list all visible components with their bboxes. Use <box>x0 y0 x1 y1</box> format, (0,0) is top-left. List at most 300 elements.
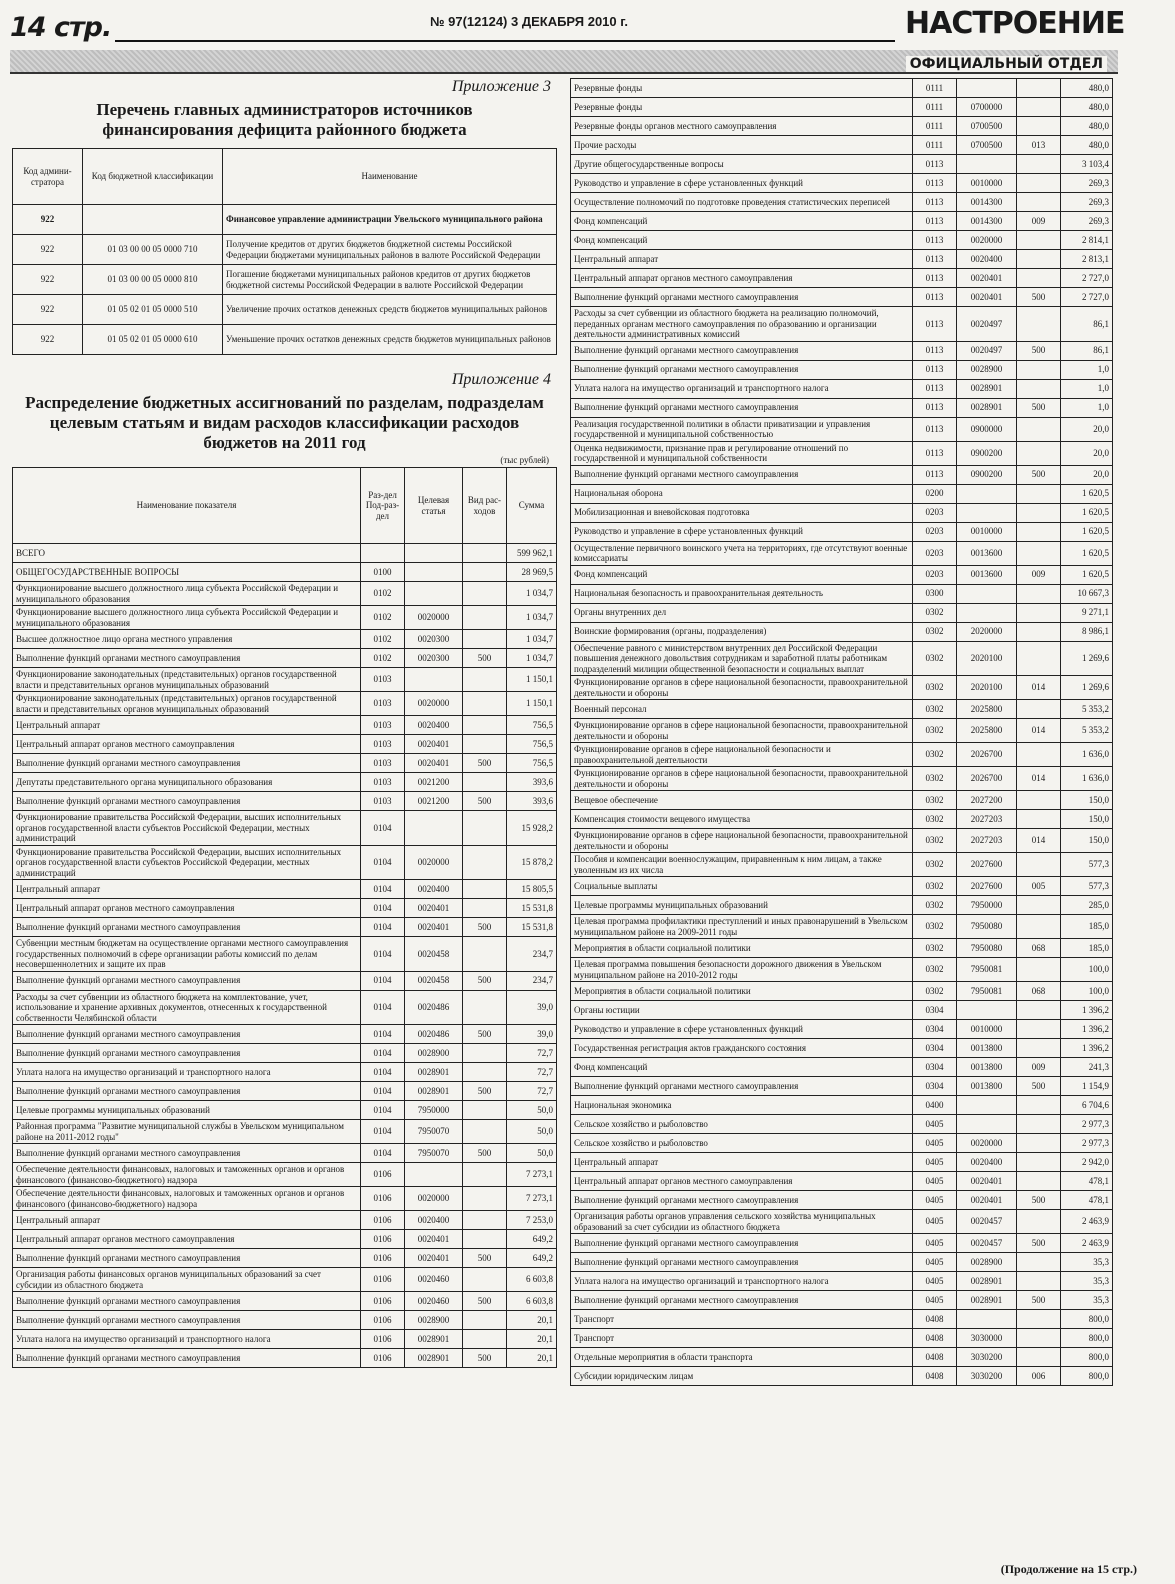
target-article-cell: 0020000 <box>405 845 463 880</box>
expense-type-cell <box>1017 231 1061 250</box>
target-article-cell: 0028900 <box>957 1253 1017 1272</box>
amount-cell: 649,2 <box>507 1230 557 1249</box>
expense-type-cell <box>1017 174 1061 193</box>
target-article-cell: 2020000 <box>957 622 1017 641</box>
section-cell: 0405 <box>913 1234 957 1253</box>
expense-type-cell: 005 <box>1017 877 1061 896</box>
amount-cell: 15 928,2 <box>507 811 557 846</box>
target-article-cell: 0013600 <box>957 541 1017 565</box>
table-row <box>571 1210 1113 1234</box>
indicator-cell: Выполнение функций органами местного самоуправления <box>13 1082 361 1101</box>
section-cell: 0106 <box>361 1349 405 1368</box>
expense-type-cell <box>1017 1039 1061 1058</box>
appendix-4-label: Приложение 4 <box>451 371 551 388</box>
amount-cell: 72,7 <box>507 1044 557 1063</box>
kbk-code-cell <box>83 205 223 235</box>
indicator-cell: Осуществление первичного воинского учета на территориях, где отсутствуют военные комиссариаты <box>571 541 913 565</box>
admin-code-cell: 922 <box>13 205 83 235</box>
target-article-cell: 0028901 <box>957 379 1017 398</box>
indicator-cell: Транспорт <box>571 1329 913 1348</box>
amount-cell: 269,3 <box>1061 193 1113 212</box>
expense-type-cell <box>1017 117 1061 136</box>
table-row <box>13 1230 557 1249</box>
section-cell: 0405 <box>913 1134 957 1153</box>
expense-type-cell <box>463 716 507 735</box>
table-row <box>571 982 1113 1001</box>
target-article-cell: 0020401 <box>957 288 1017 307</box>
target-article-cell: 2026700 <box>957 767 1017 791</box>
amount-cell: 1 396,2 <box>1061 1020 1113 1039</box>
amount-cell: 480,0 <box>1061 117 1113 136</box>
continued-note: (Продолжение на 15 стр.) <box>1000 1562 1137 1576</box>
expense-type-cell: 500 <box>463 1025 507 1044</box>
table-row <box>13 1187 557 1211</box>
budget-table-left <box>12 467 557 1368</box>
section-cell: 0111 <box>913 136 957 155</box>
indicator-cell: Районная программа "Развитие муниципальной службы в Увельском муниципальном районе на 2011-2012 годы" <box>13 1120 361 1144</box>
indicator-cell: Выполнение функций органами местного самоуправления <box>571 288 913 307</box>
column-header: Вид рас-ходов <box>463 468 507 544</box>
target-article-cell: 0028901 <box>405 1349 463 1368</box>
expense-type-cell <box>1017 1153 1061 1172</box>
indicator-cell: Выполнение функций органами местного самоуправления <box>13 1025 361 1044</box>
table-row <box>571 1367 1113 1386</box>
section-cell: 0302 <box>913 915 957 939</box>
indicator-cell: Центральный аппарат органов местного самоуправления <box>571 1172 913 1191</box>
table-row <box>571 341 1113 360</box>
indicator-cell: Выполнение функций органами местного самоуправления <box>571 1191 913 1210</box>
target-article-cell: 0014300 <box>957 193 1017 212</box>
table-row <box>571 1134 1113 1153</box>
section-cell: 0104 <box>361 845 405 880</box>
table-row <box>571 417 1113 441</box>
indicator-cell: Выполнение функций органами местного самоуправления <box>571 1234 913 1253</box>
table-row <box>571 503 1113 522</box>
target-article-cell: 0020401 <box>405 918 463 937</box>
column-header: Код админи-стратора <box>13 149 83 205</box>
amount-cell: 1 034,7 <box>507 649 557 668</box>
target-article-cell: 0020000 <box>957 231 1017 250</box>
amount-cell: 241,3 <box>1061 1058 1113 1077</box>
section-cell: 0302 <box>913 622 957 641</box>
amount-cell: 7 273,1 <box>507 1163 557 1187</box>
section-cell: 0302 <box>913 877 957 896</box>
table-row <box>571 565 1113 584</box>
amount-cell: 2 813,1 <box>1061 250 1113 269</box>
admin-code-cell: 922 <box>13 235 83 265</box>
section-cell: 0103 <box>361 754 405 773</box>
indicator-cell: Руководство и управление в сфере установленных функций <box>571 174 913 193</box>
amount-cell: 2 463,9 <box>1061 1234 1113 1253</box>
section-cell: 0111 <box>913 117 957 136</box>
indicator-cell: Выполнение функций органами местного самоуправления <box>13 1349 361 1368</box>
amount-cell: 50,0 <box>507 1120 557 1144</box>
section-cell: 0104 <box>361 1120 405 1144</box>
indicator-cell: Национальная экономика <box>571 1096 913 1115</box>
budget-table-right <box>570 78 1113 1386</box>
indicator-cell: Транспорт <box>571 1310 913 1329</box>
target-article-cell <box>957 503 1017 522</box>
section-cell: 0104 <box>361 811 405 846</box>
column-header: Наименование показателя <box>13 468 361 544</box>
table-row <box>571 1291 1113 1310</box>
name-cell: Уменьшение прочих остатков денежных средств бюджетов муниципальных районов <box>223 325 557 355</box>
target-article-cell <box>957 1115 1017 1134</box>
indicator-cell: Органы юстиции <box>571 1001 913 1020</box>
target-article-cell <box>405 1163 463 1187</box>
expense-type-cell: 500 <box>1017 398 1061 417</box>
table-row <box>571 231 1113 250</box>
amount-cell: 1 034,7 <box>507 606 557 630</box>
indicator-cell: Функционирование высшего должностного лица субъекта Российской Федерации и муниципального образования <box>13 606 361 630</box>
indicator-cell: Выполнение функций органами местного самоуправления <box>571 1291 913 1310</box>
section-cell: 0302 <box>913 767 957 791</box>
amount-cell: 20,1 <box>507 1330 557 1349</box>
table-row <box>13 1044 557 1063</box>
section-cell: 0106 <box>361 1163 405 1187</box>
indicator-cell: ОБЩЕГОСУДАРСТВЕННЫЕ ВОПРОСЫ <box>13 563 361 582</box>
expense-type-cell: 500 <box>1017 465 1061 484</box>
section-cell: 0302 <box>913 603 957 622</box>
amount-cell: 756,5 <box>507 735 557 754</box>
target-article-cell: 0013800 <box>957 1039 1017 1058</box>
indicator-cell: Центральный аппарат <box>13 716 361 735</box>
indicator-cell: Выполнение функций органами местного самоуправления <box>571 341 913 360</box>
target-article-cell: 0020401 <box>405 754 463 773</box>
section-cell: 0104 <box>361 937 405 972</box>
expense-type-cell <box>463 630 507 649</box>
section-cell: 0200 <box>913 484 957 503</box>
expense-type-cell <box>1017 1348 1061 1367</box>
amount-cell: 2 814,1 <box>1061 231 1113 250</box>
target-article-cell: 0020497 <box>957 307 1017 342</box>
expense-type-cell: 500 <box>1017 1191 1061 1210</box>
table-row <box>571 212 1113 231</box>
table-row <box>571 1077 1113 1096</box>
column-header: Наименование <box>223 149 557 205</box>
target-article-cell <box>957 79 1017 98</box>
column-header: Целевая статья <box>405 468 463 544</box>
section-cell: 0113 <box>913 155 957 174</box>
expense-type-cell <box>1017 743 1061 767</box>
target-article-cell: 2027600 <box>957 877 1017 896</box>
target-article-cell: 3030000 <box>957 1329 1017 1348</box>
expense-type-cell <box>463 773 507 792</box>
target-article-cell: 7950000 <box>405 1101 463 1120</box>
section-cell: 0113 <box>913 341 957 360</box>
expense-type-cell: 500 <box>463 1082 507 1101</box>
indicator-cell: Фонд компенсаций <box>571 1058 913 1077</box>
table-row <box>13 668 557 692</box>
expense-type-cell <box>1017 603 1061 622</box>
indicator-cell: Обеспечение деятельности финансовых, налоговых и таможенных органов и органов финансового (финансово-бюджетного) надзора <box>13 1163 361 1187</box>
expense-type-cell <box>1017 441 1061 465</box>
expense-type-cell <box>1017 1210 1061 1234</box>
section-cell: 0302 <box>913 700 957 719</box>
table-row <box>13 325 557 355</box>
target-article-cell: 0020401 <box>957 269 1017 288</box>
table-row <box>13 845 557 880</box>
indicator-cell: Выполнение функций органами местного самоуправления <box>13 649 361 668</box>
expense-type-cell <box>463 880 507 899</box>
expense-type-cell <box>1017 1096 1061 1115</box>
target-article-cell: 0021200 <box>405 792 463 811</box>
expense-type-cell: 500 <box>463 1349 507 1368</box>
indicator-cell: Функционирование правительства Российской Федерации, высших исполнительных органов государственной власти субъектов Российской Федерации, местных администраций <box>13 845 361 880</box>
amount-cell: 480,0 <box>1061 136 1113 155</box>
section-cell: 0104 <box>361 918 405 937</box>
target-article-cell: 2027600 <box>957 853 1017 877</box>
indicator-cell: Реализация государственной политики в области приватизации и управления государственной и муниципальной собственностью <box>571 417 913 441</box>
amount-cell: 100,0 <box>1061 958 1113 982</box>
indicator-cell: Обеспечение равного с министерством внутренних дел Российской Федерации повышения денежного довольствия сотрудникам и заработной платы работникам подразделений милиции общественной безопасности и социальных выплат <box>571 641 913 676</box>
table-row <box>13 880 557 899</box>
indicator-cell: Целевая программа повышения безопасности дорожного движения в Увельском муниципальном районе на 2010-2012 годы <box>571 958 913 982</box>
amount-cell: 285,0 <box>1061 896 1113 915</box>
amount-cell: 150,0 <box>1061 810 1113 829</box>
indicator-cell: Военный персонал <box>571 700 913 719</box>
section-cell: 0103 <box>361 792 405 811</box>
target-article-cell: 7950081 <box>957 982 1017 1001</box>
expense-type-cell: 013 <box>1017 136 1061 155</box>
amount-cell: 2 942,0 <box>1061 1153 1113 1172</box>
table-row <box>13 205 557 235</box>
target-article-cell <box>405 811 463 846</box>
indicator-cell: Другие общегосударственные вопросы <box>571 155 913 174</box>
amount-cell: 2 727,0 <box>1061 269 1113 288</box>
expense-type-cell <box>463 544 507 563</box>
admin-code-cell: 922 <box>13 295 83 325</box>
indicator-cell: Выполнение функций органами местного самоуправления <box>13 1144 361 1163</box>
column-header: Сумма <box>507 468 557 544</box>
indicator-cell: Органы внутренних дел <box>571 603 913 622</box>
amount-cell: 1,0 <box>1061 398 1113 417</box>
table-row <box>13 1249 557 1268</box>
amount-cell: 599 962,1 <box>507 544 557 563</box>
table-row <box>571 1253 1113 1272</box>
section-cell: 0104 <box>361 1144 405 1163</box>
table-row <box>571 622 1113 641</box>
section-cell: 0304 <box>913 1058 957 1077</box>
target-article-cell: 7950081 <box>957 958 1017 982</box>
indicator-cell: Выполнение функций органами местного самоуправления <box>13 754 361 773</box>
table-row <box>571 676 1113 700</box>
indicator-cell: Выполнение функций органами местного самоуправления <box>13 1044 361 1063</box>
amount-cell: 234,7 <box>507 937 557 972</box>
amount-cell: 15 531,8 <box>507 899 557 918</box>
expense-type-cell <box>1017 1020 1061 1039</box>
amount-cell: 800,0 <box>1061 1310 1113 1329</box>
target-article-cell: 0700500 <box>957 136 1017 155</box>
table-row <box>13 1120 557 1144</box>
table-row <box>13 1268 557 1292</box>
indicator-cell: Воинские формирования (органы, подразделения) <box>571 622 913 641</box>
expense-type-cell <box>1017 641 1061 676</box>
amount-cell: 756,5 <box>507 754 557 773</box>
target-article-cell: 0028901 <box>405 1063 463 1082</box>
section-cell: 0203 <box>913 503 957 522</box>
amount-cell: 1,0 <box>1061 379 1113 398</box>
target-article-cell: 0020460 <box>405 1292 463 1311</box>
section-cell: 0304 <box>913 1001 957 1020</box>
expense-type-cell <box>1017 503 1061 522</box>
header-rule <box>115 40 895 42</box>
target-article-cell: 0028901 <box>957 1291 1017 1310</box>
target-article-cell: 0020401 <box>405 899 463 918</box>
section-cell: 0302 <box>913 719 957 743</box>
expense-type-cell: 500 <box>463 1249 507 1268</box>
expense-type-cell <box>463 845 507 880</box>
expense-type-cell <box>1017 1253 1061 1272</box>
table-row <box>571 1153 1113 1172</box>
table-row <box>571 98 1113 117</box>
expense-type-cell: 014 <box>1017 829 1061 853</box>
expense-type-cell <box>1017 379 1061 398</box>
target-article-cell <box>957 1001 1017 1020</box>
expense-type-cell <box>1017 360 1061 379</box>
expense-type-cell <box>1017 1115 1061 1134</box>
indicator-cell: Выполнение функций органами местного самоуправления <box>13 1311 361 1330</box>
section-cell: 0302 <box>913 791 957 810</box>
expense-type-cell <box>463 1163 507 1187</box>
amount-cell: 269,3 <box>1061 174 1113 193</box>
expense-type-cell: 009 <box>1017 1058 1061 1077</box>
indicator-cell: Целевые программы муниципальных образований <box>571 896 913 915</box>
table-row <box>571 117 1113 136</box>
target-article-cell <box>405 544 463 563</box>
section-cell: 0405 <box>913 1272 957 1291</box>
name-cell: Погашение бюджетами муниципальных районов кредитов от других бюджетов бюджетной системы Российской Федерации в валюте Российской Федерации <box>223 265 557 295</box>
table-row <box>13 971 557 990</box>
newspaper-title: НАСТРОЕНИЕ <box>905 6 1125 41</box>
expense-type-cell <box>1017 1329 1061 1348</box>
expense-type-cell: 009 <box>1017 212 1061 231</box>
section-cell: 0106 <box>361 1249 405 1268</box>
expense-type-cell <box>463 1044 507 1063</box>
target-article-cell: 0020457 <box>957 1210 1017 1234</box>
amount-cell: 1 269,6 <box>1061 676 1113 700</box>
amount-cell: 478,1 <box>1061 1172 1113 1191</box>
appendix-4-title: Распределение бюджетных ассигнований по разделам, подразделам целевым статьям и видам расходов классификации расходов бюджетов на 2011 год <box>25 393 544 452</box>
table-row <box>571 441 1113 465</box>
table-row <box>571 1310 1113 1329</box>
indicator-cell: Целевые программы муниципальных образований <box>13 1101 361 1120</box>
target-article-cell: 0020497 <box>957 341 1017 360</box>
expense-type-cell <box>1017 700 1061 719</box>
target-article-cell: 0020300 <box>405 649 463 668</box>
target-article-cell: 0020457 <box>957 1234 1017 1253</box>
amount-cell: 50,0 <box>507 1144 557 1163</box>
target-article-cell: 0700500 <box>957 117 1017 136</box>
indicator-cell: Руководство и управление в сфере установленных функций <box>571 1020 913 1039</box>
table-row <box>571 853 1113 877</box>
indicator-cell: Высшее должностное лицо органа местного управления <box>13 630 361 649</box>
target-article-cell: 0020000 <box>405 606 463 630</box>
expense-type-cell <box>1017 1001 1061 1020</box>
indicator-cell: Фонд компенсаций <box>571 212 913 231</box>
page-header <box>0 0 1175 80</box>
table-row <box>13 692 557 716</box>
table-row <box>13 899 557 918</box>
section-cell: 0102 <box>361 649 405 668</box>
expense-type-cell: 500 <box>463 918 507 937</box>
expense-type-cell: 014 <box>1017 676 1061 700</box>
section-cell: 0302 <box>913 896 957 915</box>
amount-cell: 86,1 <box>1061 341 1113 360</box>
table-row <box>571 915 1113 939</box>
amount-cell: 20,1 <box>507 1349 557 1368</box>
target-article-cell: 7950080 <box>957 915 1017 939</box>
target-article-cell: 3030200 <box>957 1348 1017 1367</box>
target-article-cell <box>405 563 463 582</box>
indicator-cell: Функционирование органов в сфере национальной безопасности, правоохранительной деятельности и обороны <box>571 719 913 743</box>
table-row <box>13 754 557 773</box>
section-cell: 0106 <box>361 1230 405 1249</box>
expense-type-cell: 014 <box>1017 719 1061 743</box>
amount-cell: 20,1 <box>507 1311 557 1330</box>
left-column <box>12 78 557 1368</box>
indicator-cell: Центральный аппарат органов местного самоуправления <box>571 269 913 288</box>
expense-type-cell <box>463 937 507 972</box>
section-cell: 0111 <box>913 98 957 117</box>
section-cell <box>361 544 405 563</box>
indicator-cell: ВСЕГО <box>13 544 361 563</box>
target-article-cell: 0020401 <box>405 1249 463 1268</box>
target-article-cell: 7950070 <box>405 1144 463 1163</box>
section-cell: 0106 <box>361 1268 405 1292</box>
section-cell: 0113 <box>913 360 957 379</box>
expense-type-cell <box>1017 622 1061 641</box>
table-row <box>13 937 557 972</box>
indicator-cell: Центральный аппарат органов местного самоуправления <box>13 899 361 918</box>
table-row <box>13 1163 557 1187</box>
section-cell: 0405 <box>913 1153 957 1172</box>
amount-cell: 7 273,1 <box>507 1187 557 1211</box>
table-row <box>571 1096 1113 1115</box>
amount-cell: 15 531,8 <box>507 918 557 937</box>
table-row <box>571 810 1113 829</box>
expense-type-cell <box>1017 269 1061 288</box>
indicator-cell: Вещевое обеспечение <box>571 791 913 810</box>
table-row <box>571 522 1113 541</box>
amount-cell: 50,0 <box>507 1101 557 1120</box>
amount-cell: 1 620,5 <box>1061 503 1113 522</box>
table-row <box>571 1020 1113 1039</box>
section-cell: 0104 <box>361 1082 405 1101</box>
indicator-cell: Руководство и управление в сфере установленных функций <box>571 522 913 541</box>
target-article-cell: 0020486 <box>405 1025 463 1044</box>
indicator-cell: Центральный аппарат <box>571 1153 913 1172</box>
section-cell: 0304 <box>913 1039 957 1058</box>
amount-cell: 1 620,5 <box>1061 522 1113 541</box>
table-row <box>571 155 1113 174</box>
target-article-cell: 0013600 <box>957 565 1017 584</box>
expense-type-cell <box>463 735 507 754</box>
amount-cell: 3 103,4 <box>1061 155 1113 174</box>
target-article-cell: 0028900 <box>405 1044 463 1063</box>
table-row <box>571 1172 1113 1191</box>
table-row <box>13 1063 557 1082</box>
expense-type-cell <box>1017 522 1061 541</box>
indicator-cell: Мероприятия в области социальной политики <box>571 939 913 958</box>
target-article-cell: 0013800 <box>957 1058 1017 1077</box>
indicator-cell: Организация работы органов управления сельского хозяйства муниципальных образований за счет субсидии из областного бюджета <box>571 1210 913 1234</box>
amount-cell: 1 396,2 <box>1061 1001 1113 1020</box>
expense-type-cell: 500 <box>1017 1291 1061 1310</box>
expense-type-cell <box>463 563 507 582</box>
section-cell: 0304 <box>913 1020 957 1039</box>
expense-type-cell <box>1017 1172 1061 1191</box>
